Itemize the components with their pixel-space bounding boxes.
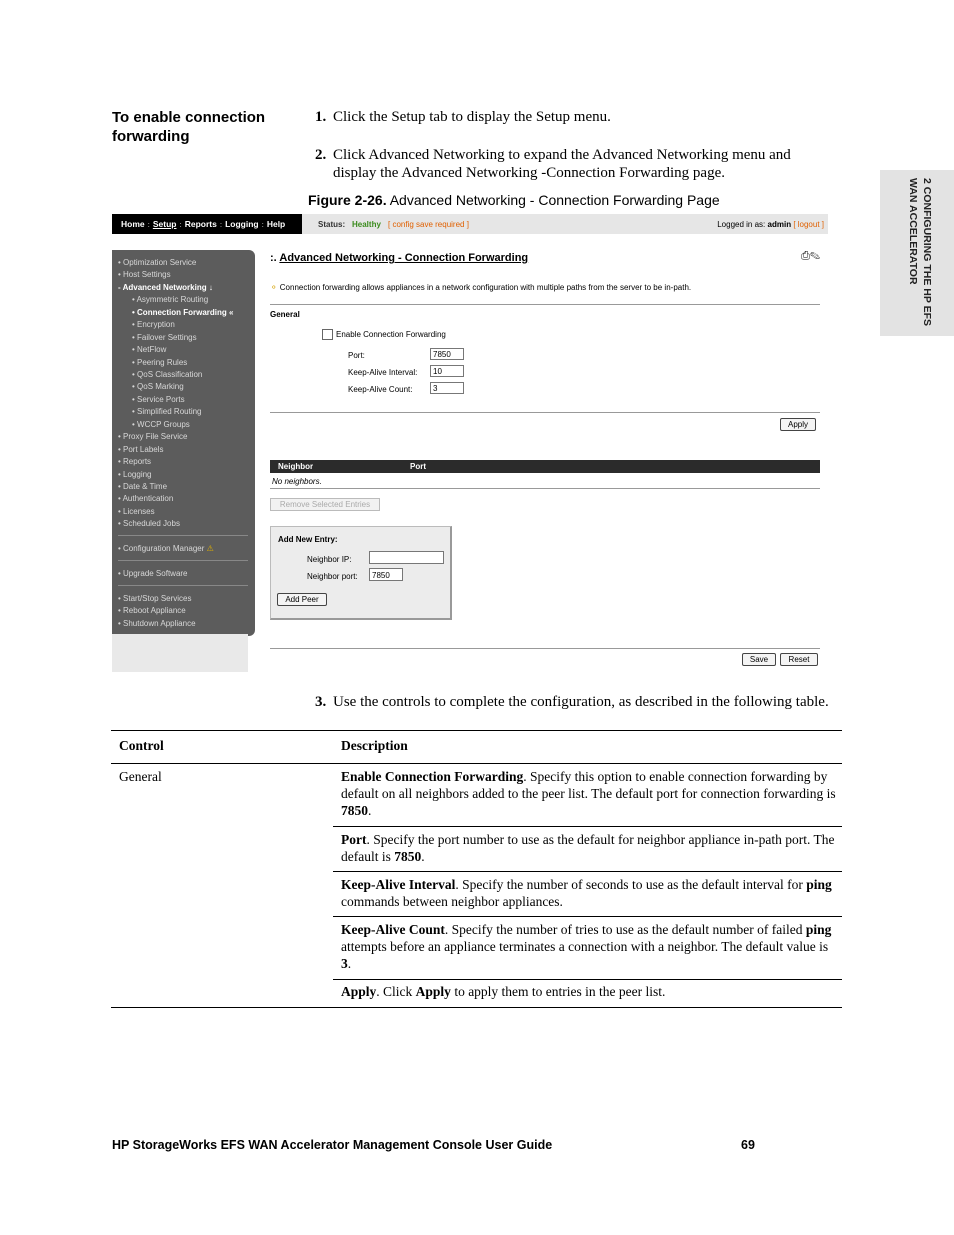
footer-title: HP StorageWorks EFS WAN Accelerator Management Console User Guide <box>112 1138 553 1152</box>
reset-button[interactable]: Reset <box>780 653 818 666</box>
nav-setup[interactable]: Setup <box>152 219 177 229</box>
table-rule <box>333 826 842 827</box>
control-general: General <box>119 769 162 784</box>
sidebar-item-start-stop-services[interactable]: • Start/Stop Services <box>118 594 192 603</box>
sidebar-item-licenses[interactable]: • Licenses <box>118 507 155 516</box>
table-row: Keep-Alive Interval. Specify the number of seconds to use as the default interval for ping commands between neighbor appliances. <box>341 877 832 909</box>
apply-button[interactable]: Apply <box>780 418 816 431</box>
step-number: 1. <box>315 109 327 125</box>
neighbor-ip-input[interactable] <box>369 551 444 564</box>
figure-caption <box>308 192 720 208</box>
sidebar-item-date-time[interactable]: • Date & Time <box>118 482 168 491</box>
sidebar-item-reports[interactable]: • Reports <box>118 457 152 466</box>
step-2 <box>315 146 835 184</box>
procedure-title: To enable connection forwarding <box>112 109 266 145</box>
warning-icon: ⚠ <box>206 544 214 553</box>
table-rule <box>333 979 842 980</box>
keepalive-count-label: Keep-Alive Count: <box>348 385 413 394</box>
sidebar-item-encryption[interactable]: • Encryption <box>132 320 175 329</box>
sidebar-item-connection-forwarding[interactable]: • Connection Forwarding « <box>132 308 234 317</box>
status-bar <box>302 214 828 234</box>
table-rule <box>111 763 842 764</box>
keepalive-count-input[interactable]: 3 <box>430 382 464 394</box>
sidebar-footer <box>112 634 248 672</box>
side-tab-line1: 2 CONFIGURING THE HP EFS <box>921 178 933 326</box>
logged-in-label: Logged in as: <box>717 220 766 229</box>
add-entry-title: Add New Entry: <box>278 535 338 544</box>
info-message <box>270 282 691 293</box>
divider <box>270 648 820 649</box>
port-label: Port: <box>348 351 365 360</box>
sidebar-item-simplified-routing[interactable]: • Simplified Routing <box>132 407 202 416</box>
main-content <box>270 248 820 674</box>
sidebar-item-netflow[interactable]: • NetFlow <box>132 345 167 354</box>
general-heading: General <box>270 310 300 319</box>
empty-table-message: No neighbors. <box>272 477 322 486</box>
logout-link[interactable]: [ logout ] <box>793 220 824 229</box>
remove-selected-button[interactable]: Remove Selected Entries <box>270 498 380 511</box>
figure-caption-text: Advanced Networking - Connection Forwarding Page <box>386 192 720 208</box>
header-description: Description <box>341 738 408 753</box>
neighbor-table-header <box>270 460 820 473</box>
sidebar-item-qos-marking[interactable]: • QoS Marking <box>132 382 184 391</box>
step-number: 3. <box>315 694 327 710</box>
page-title-text: Advanced Networking - Connection Forwarding <box>279 252 529 264</box>
status-value: Healthy <box>352 220 381 229</box>
enable-forwarding-checkbox[interactable] <box>322 329 333 340</box>
sidebar-item-wccp-groups[interactable]: • WCCP Groups <box>132 420 190 429</box>
enable-forwarding-label: Enable Connection Forwarding <box>336 330 446 339</box>
nav-logging[interactable]: Logging <box>225 219 259 229</box>
figure-screenshot <box>112 214 828 674</box>
neighbor-port-label: Neighbor port: <box>307 572 358 581</box>
sidebar-item-proxy-file-service[interactable]: • Proxy File Service <box>118 432 188 441</box>
table-rule <box>333 916 842 917</box>
print-icon[interactable]: ⎙ <box>801 250 810 262</box>
nav-home[interactable]: Home <box>121 219 145 229</box>
page-title-prefix: :. <box>270 252 277 264</box>
step-text: Click Advanced Networking to expand the Advanced Networking menu and display the Advanced Networking -Connection Forwarding page. <box>333 147 791 181</box>
sidebar-item-shutdown-appliance[interactable]: • Shutdown Appliance <box>118 619 196 628</box>
table-row: Keep-Alive Count. Specify the number of tries to use as the default number of failed ping attempts before an appliance terminates a connection with a neighbor. The default value is 3. <box>341 922 832 971</box>
chapter-side-tab <box>880 170 954 336</box>
table-rule <box>111 1007 842 1008</box>
figure-label: Figure 2-26. <box>308 192 387 208</box>
top-bar <box>112 214 828 236</box>
step-3 <box>315 693 855 713</box>
table-row: Port. Specify the port number to use as the default for neighbor appliance in-path port. The default is 7850. <box>341 832 835 864</box>
col-neighbor: Neighbor <box>278 462 314 471</box>
sidebar-item-failover-settings[interactable]: • Failover Settings <box>132 333 197 342</box>
main-nav: Home : Setup : Reports : Logging : Help <box>112 214 302 234</box>
keepalive-interval-input[interactable]: 10 <box>430 365 464 377</box>
port-input[interactable]: 7850 <box>430 348 464 360</box>
step-text: Use the controls to complete the configuration, as described in the following table. <box>333 694 829 710</box>
table-rule <box>333 871 842 872</box>
sidebar-divider <box>118 560 248 561</box>
status-label: Status: <box>318 220 346 229</box>
sidebar-item-peering-rules[interactable]: • Peering Rules <box>132 358 188 367</box>
sidebar-item-reboot-appliance[interactable]: • Reboot Appliance <box>118 606 186 615</box>
nav-help[interactable]: Help <box>266 219 286 229</box>
header-control: Control <box>119 738 164 753</box>
neighbor-port-input[interactable]: 7850 <box>369 568 403 581</box>
sidebar-divider <box>118 535 248 536</box>
sidebar-item-asymmetric-routing[interactable]: • Asymmetric Routing <box>132 295 209 304</box>
info-text: Connection forwarding allows appliances in a network configuration with multiple paths from the server to be in-path. <box>279 283 692 292</box>
help-icon[interactable]: ✎ <box>809 250 820 262</box>
col-port: Port <box>410 462 426 471</box>
config-save-link[interactable]: [ config save required ] <box>388 220 469 229</box>
lightbulb-icon: ⚬ <box>270 282 278 292</box>
sidebar-item-service-ports[interactable]: • Service Ports <box>132 395 185 404</box>
divider <box>270 412 820 413</box>
logged-in-user: admin <box>767 220 792 229</box>
sidebar-divider <box>118 585 248 586</box>
login-info <box>717 220 824 229</box>
step-1 <box>315 108 835 128</box>
sidebar-menu <box>112 250 255 636</box>
side-tab-line2: WAN ACCELERATOR <box>907 178 919 285</box>
sidebar-item-optimization-service[interactable]: • Optimization Service <box>118 258 197 267</box>
page-tools <box>801 250 820 263</box>
divider <box>270 488 820 489</box>
sidebar-item-port-labels[interactable]: • Port Labels <box>118 445 164 454</box>
sidebar-item-host-settings[interactable]: • Host Settings <box>118 270 171 279</box>
save-button[interactable]: Save <box>742 653 776 666</box>
sidebar-item-authentication[interactable]: • Authentication <box>118 494 174 503</box>
nav-reports[interactable]: Reports <box>184 219 217 229</box>
add-entry-panel <box>270 526 452 620</box>
table-row: Apply. Click Apply to apply them to entries in the peer list. <box>341 984 666 999</box>
add-peer-button[interactable]: Add Peer <box>277 593 327 606</box>
sidebar-item-upgrade-software[interactable]: • Upgrade Software <box>118 569 188 578</box>
sidebar-item-qos-classification[interactable]: • QoS Classification <box>132 370 203 379</box>
controls-table <box>111 730 842 1010</box>
keepalive-interval-label: Keep-Alive Interval: <box>348 368 418 377</box>
table-row: Enable Connection Forwarding. Specify this option to enable connection forwarding by default on all neighbors added to the peer list. The default port for connection forwarding is 7850. <box>341 769 836 818</box>
page-title <box>270 252 528 264</box>
sidebar-item-advanced-networking[interactable]: - Advanced Networking ↓ <box>118 283 213 292</box>
sidebar-item-logging[interactable]: • Logging <box>118 470 152 479</box>
divider <box>270 304 820 305</box>
neighbor-ip-label: Neighbor IP: <box>307 555 352 564</box>
page-number: 69 <box>741 1138 755 1152</box>
step-number: 2. <box>315 147 327 163</box>
table-rule <box>111 730 842 731</box>
sidebar-item-configuration-manager[interactable]: • Configuration Manager ⚠ <box>118 544 214 553</box>
sidebar-item-scheduled-jobs[interactable]: • Scheduled Jobs <box>118 519 180 528</box>
step-text: Click the Setup tab to display the Setup menu. <box>333 109 611 125</box>
